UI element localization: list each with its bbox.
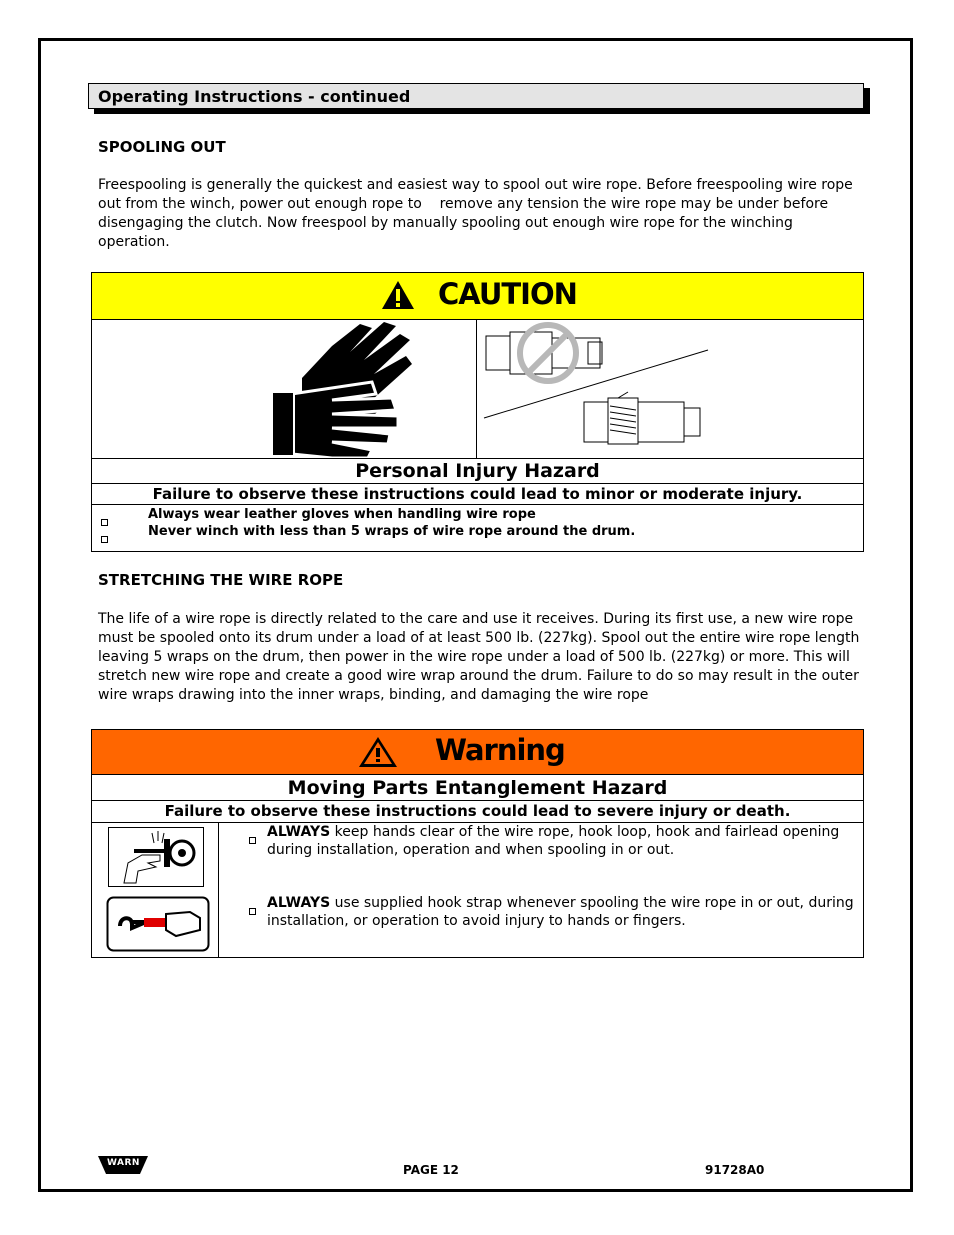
document-number: 91728A0 <box>705 1163 765 1177</box>
spooling-line: disengaging the clutch. Now freespool by manually spooling out enough wire rope for the winching <box>98 215 793 231</box>
warning-item <box>267 894 857 930</box>
winch-wraps-icon <box>478 320 864 458</box>
caution-title: CAUTION <box>438 277 577 311</box>
warning-item-text: keep hands clear of the wire rope, hook loop, hook and fairlead opening <box>330 824 840 840</box>
stretching-line: must be spooled onto its drum under a load of at least 500 lb. (227kg). Spool out the entire wire rope length <box>98 630 860 646</box>
leather-gloves-icon <box>272 318 432 458</box>
warning-hazard-title: Moving Parts Entanglement Hazard <box>287 777 668 799</box>
caution-bullet: Always wear leather gloves when handling wire rope <box>148 507 536 522</box>
section-header <box>88 83 864 109</box>
warning-hazard-row <box>91 774 864 801</box>
stretching-line: stretch new wire rope and create a good wire wrap around the drum. Failure to do so may result in the outer <box>98 668 859 684</box>
warning-item-emphasis: ALWAYS <box>267 824 331 840</box>
spooling-line: out from the winch, power out enough rope to remove any tension the wire rope may be under before <box>98 196 829 212</box>
caution-hazard-row <box>91 458 864 484</box>
spooling-line: Freespooling is generally the quickest and easiest way to spool out wire rope. Before freespooling wire rope <box>98 177 853 193</box>
warning-consequence: Failure to observe these instructions could lead to severe injury or death. <box>164 802 791 820</box>
checkbox-bullet-icon <box>249 829 256 848</box>
section-header-title: Operating Instructions - continued <box>98 87 411 106</box>
checkbox-bullet-icon <box>249 900 256 919</box>
caution-image-row <box>91 319 864 459</box>
checkbox-bullet-icon <box>101 528 108 547</box>
caution-bullet: Never winch with less than 5 wraps of wire rope around the drum. <box>148 524 636 539</box>
warning-item-text: use supplied hook strap whenever spooling the wire rope in or out, during <box>330 895 854 911</box>
stretching-line: wire wraps drawing into the inner wraps, binding, and damaging the wire rope <box>98 687 649 703</box>
image-divider <box>476 320 477 458</box>
caution-hazard-title: Personal Injury Hazard <box>355 460 600 482</box>
warning-body-row <box>91 822 864 958</box>
stretching-paragraph <box>98 610 868 705</box>
warning-header <box>91 729 864 775</box>
spooling-line: operation. <box>98 234 170 250</box>
warn-logo <box>98 1154 148 1176</box>
warning-item-emphasis: ALWAYS <box>267 895 331 911</box>
spooling-paragraph <box>98 176 858 252</box>
caution-consequence-row <box>91 483 864 505</box>
stretching-line: leaving 5 wraps on the drum, then power in the wire rope under a load of 500 lb. (227kg) or more. This will <box>98 649 850 665</box>
page-number: PAGE 12 <box>403 1163 459 1177</box>
stretching-heading: STRETCHING THE WIRE ROPE <box>98 571 344 589</box>
warning-triangle-icon <box>380 279 416 311</box>
hand-near-drum-icon <box>108 827 204 887</box>
warning-divider <box>218 823 219 957</box>
caution-header <box>91 272 864 320</box>
warning-item-text: during installation, operation and when spooling in or out. <box>267 842 675 858</box>
warning-item-text: installation, or operation to avoid injury to hands or fingers. <box>267 913 686 929</box>
spooling-heading: SPOOLING OUT <box>98 138 226 156</box>
stretching-line: The life of a wire rope is directly related to the care and use it receives. During its first use, a new wire rope <box>98 611 854 627</box>
hook-strap-icon <box>106 896 210 952</box>
caution-consequence: Failure to observe these instructions could lead to minor or moderate injury. <box>152 485 803 503</box>
warning-triangle-icon <box>356 734 400 770</box>
caution-bullets-row <box>91 504 864 552</box>
warning-consequence-row <box>91 800 864 823</box>
warning-item <box>267 823 857 859</box>
warn-logo-text: WARN <box>107 1158 140 1168</box>
warning-title: Warning <box>435 733 565 767</box>
